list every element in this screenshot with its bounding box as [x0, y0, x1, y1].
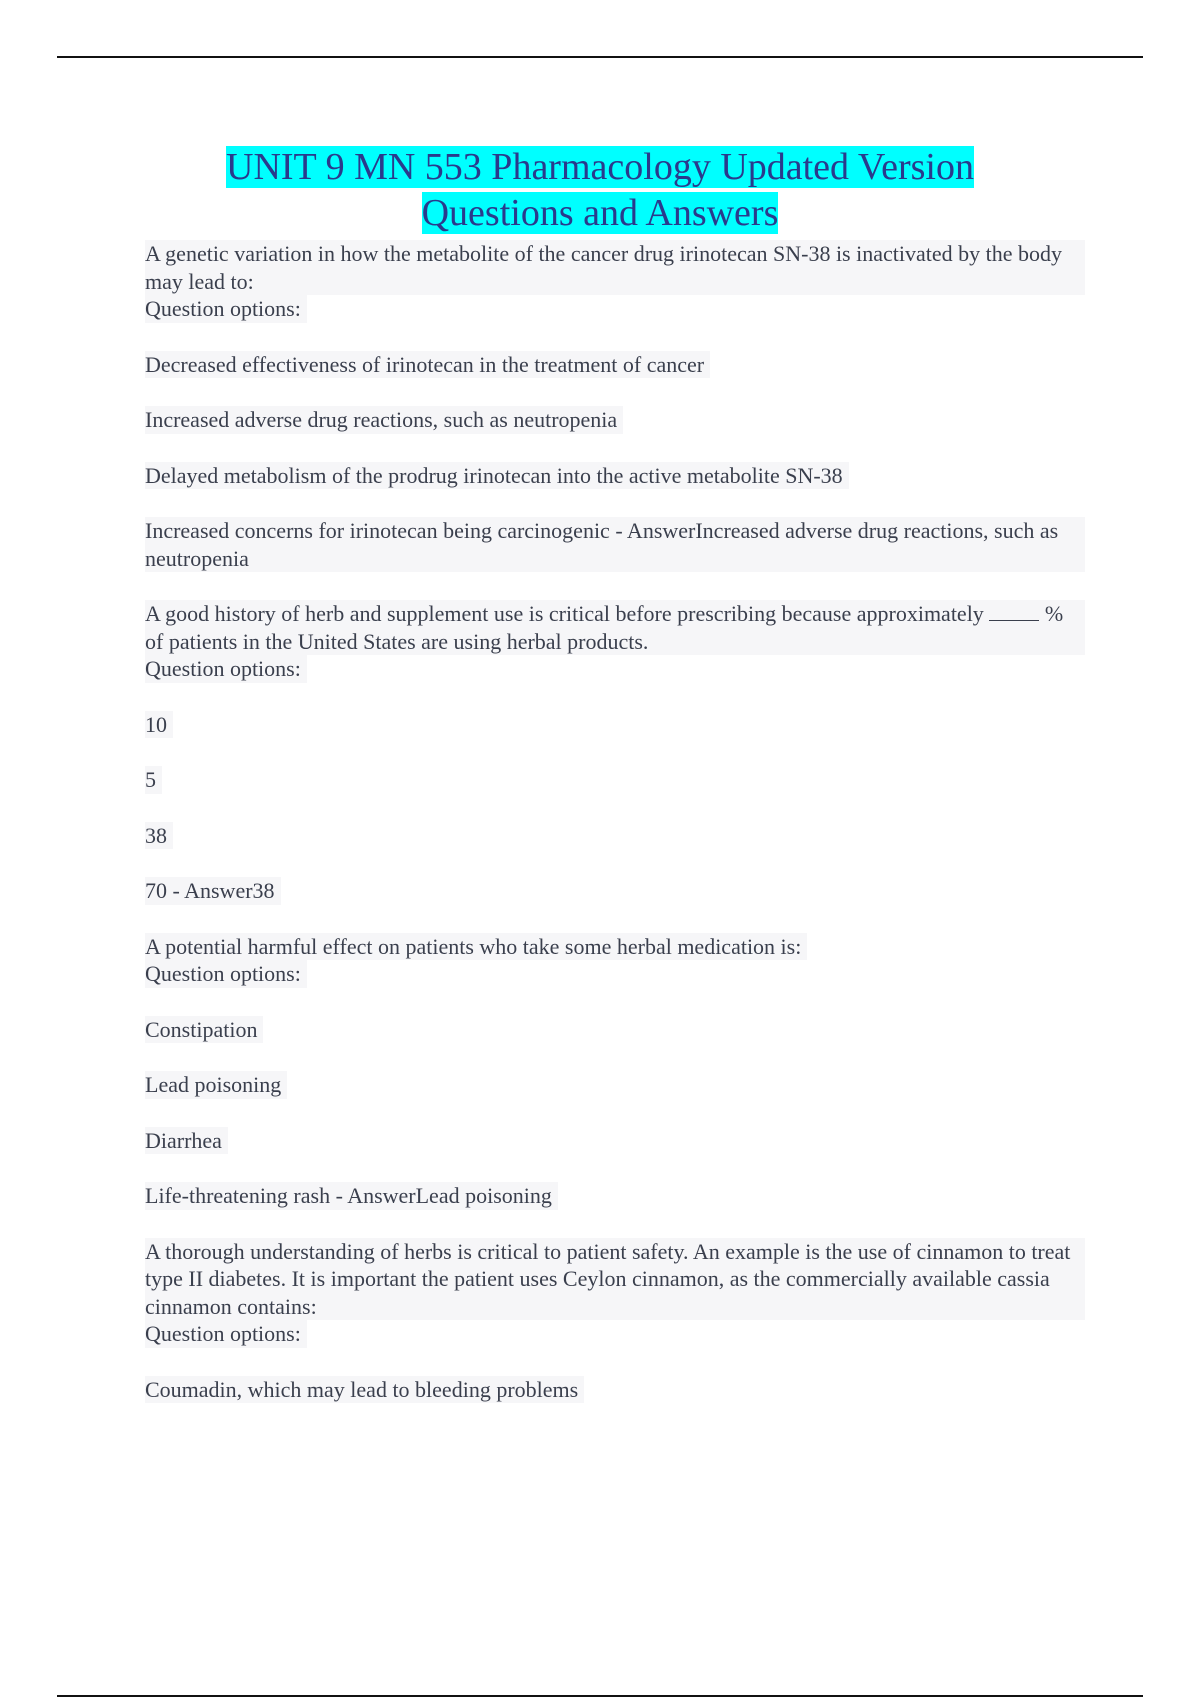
answer-option: Increased adverse drug reactions, such as neutropenia — [145, 406, 1085, 434]
answer-option: 5 — [145, 766, 1085, 794]
question-block — [145, 240, 1085, 323]
question-block — [145, 600, 1085, 683]
question-block — [145, 933, 1085, 988]
answer-option: Diarrhea — [145, 1127, 1085, 1155]
answer-option: Constipation — [145, 1016, 1085, 1044]
answer-option-with-answer: 70 - Answer38 — [145, 877, 1085, 905]
answer-option: Decreased effectiveness of irinotecan in the treatment of cancer — [145, 351, 1085, 379]
question-block — [145, 1238, 1085, 1348]
fill-in-blank — [989, 602, 1039, 621]
answer-option: 38 — [145, 822, 1085, 850]
footer-rule — [57, 1695, 1143, 1697]
question-stem: A potential harmful effect on patients who take some herbal medication is: — [145, 933, 1085, 961]
answer-option: Coumadin, which may lead to bleeding problems — [145, 1376, 1085, 1404]
question-options-label: Question options: — [145, 960, 1085, 988]
header-rule — [57, 56, 1143, 58]
question-options-label: Question options: — [145, 295, 1085, 323]
answer-option-with-answer: Increased concerns for irinotecan being carcinogenic - AnswerIncreased adverse drug reactions, such as neutropenia — [145, 517, 1085, 572]
answer-option: 10 — [145, 711, 1085, 739]
question-stem: A genetic variation in how the metabolite of the cancer drug irinotecan SN-38 is inactivated by the body may lead to: — [145, 240, 1085, 295]
question-stem: A thorough understanding of herbs is critical to patient safety. An example is the use of cinnamon to treat type II diabetes. It is important the patient uses Ceylon cinnamon, as the commercially available cassia cinnamon contains: — [145, 1238, 1085, 1321]
answer-option-with-answer: Life-threatening rash - AnswerLead poisoning — [145, 1182, 1085, 1210]
answer-option: Lead poisoning — [145, 1071, 1085, 1099]
question-stem: A good history of herb and supplement use is critical before prescribing because approximately % of patients in the United States are using herbal products. — [145, 600, 1085, 655]
question-options-label: Question options: — [145, 655, 1085, 683]
document-body — [145, 240, 1085, 1431]
title-line-2: Questions and Answers — [421, 192, 779, 234]
document-title — [0, 144, 1200, 236]
answer-option: Delayed metabolism of the prodrug irinotecan into the active metabolite SN-38 — [145, 462, 1085, 490]
title-line-1: UNIT 9 MN 553 Pharmacology Updated Version — [226, 146, 974, 188]
question-options-label: Question options: — [145, 1320, 1085, 1348]
